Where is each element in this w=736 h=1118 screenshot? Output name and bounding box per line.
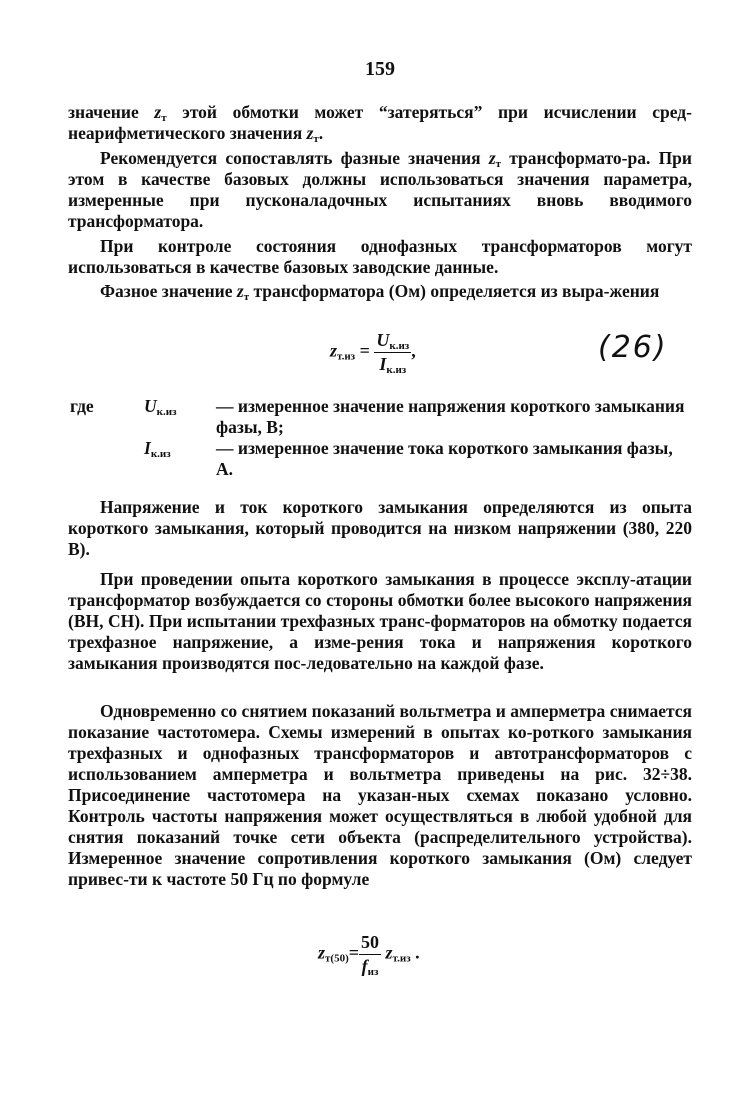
page-number: 159 — [365, 58, 395, 80]
formula-fraction: $\frac{50}{f_{из}}$ — [361, 932, 380, 978]
paragraph-4: Фазное значение $z_т$ трансформатора (Ом) определяется из выра-жения — [100, 281, 660, 303]
formula-fraction: $\frac{U_{к.из}}{I_{к.из}}$ — [376, 330, 410, 376]
handwritten-equation-number: (26) — [598, 330, 668, 365]
definition-item: где $U_{к.из}$ — измеренное значение напряжения короткого замыкания фазы, В; — [70, 396, 685, 437]
paragraph-5: Напряжение и ток короткого замыкания определяются из опыта короткого замыкания, который проводится на низком напряжении (380, 220 В). — [68, 497, 692, 559]
formula-impedance: $z_{т.из}$ = $\frac{U_{к.из}}{I_{к.из}}$ , — [330, 330, 416, 376]
paragraph-6: При проведении опыта короткого замыкания в процессе эксплу-атации трансформатор возбуждается со стороны обмотки более высокого напряжения (ВН, СН). При испытании трехфазных транс-форматоров на обмотку подается трехфазное напряжение, а изме-рения тока и напряжения короткого замыкания производятся пос-ледовательно на каждой фазе. — [68, 569, 692, 673]
paragraph-7: Одновременно со снятием показаний вольтметра и амперметра снимается показание частотомера. Схемы измерений в опытах ко-роткого замыкания трехфазных и однофазных трансформаторов и автотрансформаторов с использованием амперметра и вольтметра приведены на рис. 32÷38. Присоединение частотомера на указан-ных схемах показано условно. Контроль частоты напряжения может осуществляться в любой удобной для снятия показаний точке сети объекта (распределительного устройства). Измеренное значение сопротивления короткого замыкания (Ом) следует привес-ти к частоте 50 Гц по формуле — [68, 701, 692, 889]
definition-item: $I_{к.из}$ — измеренное значение тока короткого замыкания фазы, А. — [144, 438, 673, 479]
formula-frequency-correction: $z_{т(50)}=$ $\frac{50}{f_{из}}$ $z_{т.из}$ . — [318, 932, 420, 978]
paragraph-3: При контроле состояния однофазных трансформаторов могут использоваться в качестве базовых заводские данные. — [68, 236, 692, 277]
paragraph-2: Рекомендуется сопоставлять фазные значения $z_т$ трансформато-ра. При этом в качестве базовых должны использоваться значения параметра, измеренные при пусконаладочных испытаниях вновь вводимого трансформатора. — [68, 148, 692, 231]
where-label: где — [70, 396, 94, 416]
paragraph-1: значение $z_т$ этой обмотки может “затеряться” при исчислении сред-неарифметического значения $z_т$. — [68, 102, 692, 145]
definitions-list — [68, 396, 692, 480]
